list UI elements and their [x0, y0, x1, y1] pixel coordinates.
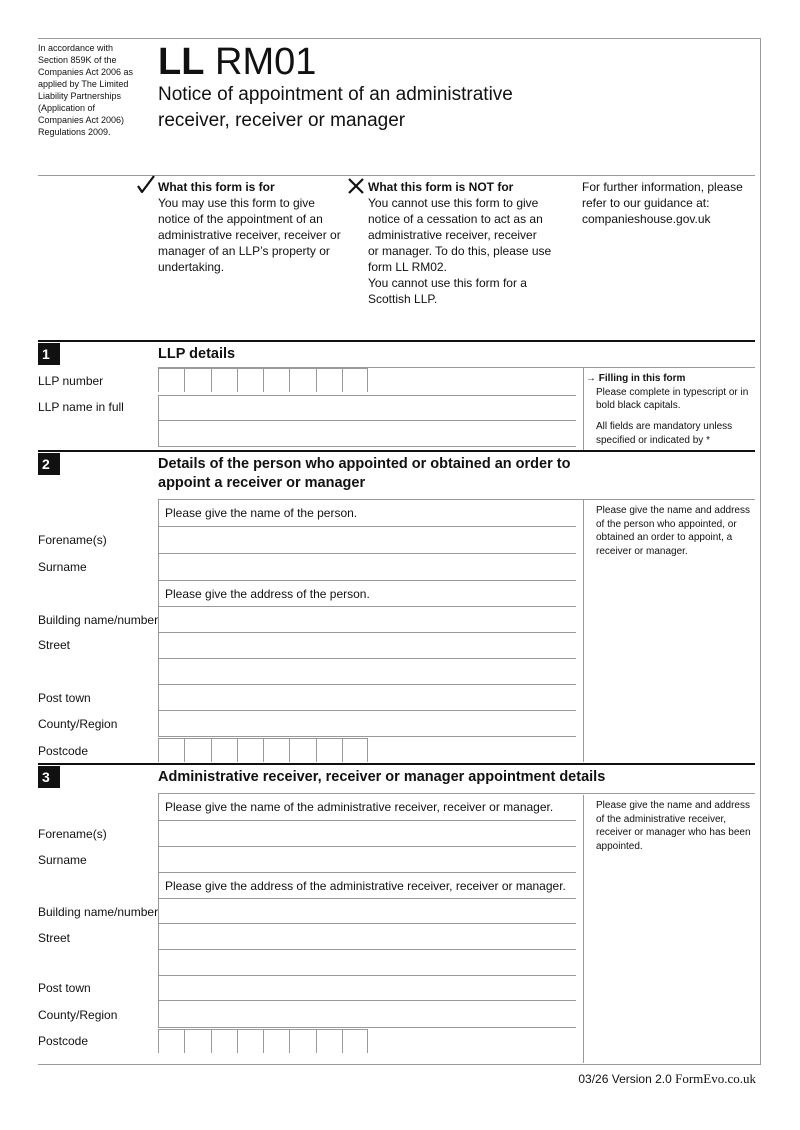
legal-line: Companies Act 2006 as [38, 67, 134, 77]
person-street-field-1[interactable] [158, 633, 576, 659]
building-label: Building name/number [38, 905, 159, 919]
receiver-street-field-2[interactable] [158, 950, 576, 976]
further-information-line: refer to our guidance at: [582, 196, 710, 210]
building-label: Building name/number [38, 613, 159, 627]
tick-icon [136, 174, 156, 194]
filling-guidance [583, 368, 755, 450]
county-label: County/Region [38, 717, 118, 731]
postcode-box[interactable] [316, 1029, 342, 1053]
llp-number-box[interactable] [211, 368, 237, 392]
section-1-title: LLP details [158, 346, 236, 362]
llp-number-box[interactable] [263, 368, 289, 392]
receiver-county-field[interactable] [158, 1001, 576, 1028]
filling-guidance-line: bold black capitals. [596, 400, 681, 412]
receiver-address-instruction: Please give the address of the administrative receiver, receiver or manager. [158, 873, 576, 899]
form-purpose-line: notice of the appointment of an [158, 212, 323, 226]
form-not-purpose-heading: What this form is NOT for [368, 180, 514, 194]
llp-name-field-2[interactable] [158, 421, 576, 447]
form-not-purpose-line: administrative receiver, receiver [368, 228, 537, 242]
section-3-guidance-line: appointed. [596, 841, 643, 853]
section-2-title-line: Details of the person who appointed or obtained an order to [158, 456, 571, 472]
receiver-building-field[interactable] [158, 899, 576, 924]
form-purpose-heading: What this form is for [158, 180, 275, 194]
section-2-guidance-line: of the person who appointed, or [596, 518, 737, 530]
legal-line: Companies Act 2006) [38, 115, 125, 125]
form-purpose-line: manager of an LLP’s property or [158, 244, 330, 258]
legal-line: In accordance with [38, 43, 114, 53]
county-label: County/Region [38, 1008, 118, 1022]
section-3-guidance [583, 795, 755, 1063]
filling-guidance-line: Please complete in typescript or in [596, 386, 749, 398]
page-frame-right [760, 38, 761, 1065]
form-purpose-line: You may use this form to give [158, 196, 315, 210]
receiver-surname-field[interactable] [158, 847, 576, 873]
section-3-guidance-line: receiver or manager who has been [596, 827, 751, 839]
person-forename-field[interactable] [158, 527, 576, 554]
section-2-guidance [583, 500, 755, 762]
form-code [158, 40, 316, 84]
form-title-line: Notice of appointment of an administrative [158, 84, 513, 105]
section-1-rule [38, 340, 755, 342]
postcode-label: Postcode [38, 744, 89, 758]
person-building-field[interactable] [158, 607, 576, 633]
postcode-box[interactable] [184, 738, 210, 762]
section-1-number: 1 [38, 343, 60, 365]
street-label: Street [38, 638, 71, 652]
postcode-box[interactable] [342, 738, 368, 762]
llp-number-label: LLP number [38, 374, 104, 388]
postcode-box[interactable] [342, 1029, 368, 1053]
llp-name-label: LLP name in full [38, 400, 124, 414]
forename-label: Forename(s) [38, 827, 107, 841]
form-not-purpose-line: or manager. To do this, please use [368, 244, 552, 258]
section-2-rule [38, 450, 755, 452]
form-title-line: receiver, receiver or manager [158, 110, 406, 131]
section-2-guidance-line: Please give the name and address [596, 505, 750, 516]
filling-guidance-heading: → Filling in this form [586, 373, 686, 384]
legal-line: applied by The Limited [38, 79, 129, 89]
person-address-instruction: Please give the address of the person. [158, 581, 576, 607]
person-surname-field[interactable] [158, 554, 576, 581]
further-information [582, 179, 757, 227]
receiver-postcode-boxes [158, 1029, 368, 1053]
llp-number-box[interactable] [342, 368, 368, 392]
legal-reference [38, 42, 148, 138]
legal-line: Regulations 2009. [38, 127, 111, 137]
postcode-label: Postcode [38, 1034, 89, 1048]
llp-number-box[interactable] [237, 368, 263, 392]
page-frame-bottom [38, 1064, 761, 1065]
llp-number-box[interactable] [184, 368, 210, 392]
section-2-title [158, 455, 570, 493]
postcode-box[interactable] [158, 1029, 184, 1053]
person-name-instruction: Please give the name of the person. [158, 499, 576, 527]
filling-guidance-line: specified or indicated by * [596, 434, 710, 446]
llp-number-box[interactable] [158, 368, 184, 392]
postcode-box[interactable] [211, 738, 237, 762]
llp-number-box[interactable] [316, 368, 342, 392]
further-information-line: For further information, please [582, 180, 743, 194]
section-2-guidance-line: receiver or manager. [596, 546, 688, 558]
postcode-box[interactable] [237, 1029, 263, 1053]
section-3-rule [38, 763, 755, 765]
forename-label: Forename(s) [38, 533, 107, 547]
person-street-field-2[interactable] [158, 659, 576, 685]
form-purpose-line: administrative receiver, receiver or [158, 228, 341, 242]
receiver-street-field-1[interactable] [158, 924, 576, 950]
postcode-box[interactable] [263, 1029, 289, 1053]
post-town-label: Post town [38, 981, 91, 995]
form-purpose [158, 179, 343, 275]
form-not-purpose-line: form LL RM02. [368, 260, 447, 274]
llp-number-boxes [158, 368, 368, 392]
form-not-purpose-line: Scottish LLP. [368, 292, 438, 306]
postcode-box[interactable] [237, 738, 263, 762]
postcode-box[interactable] [211, 1029, 237, 1053]
form-code-prefix: LL [158, 41, 205, 83]
section-2-title-line: appoint a receiver or manager [158, 475, 366, 491]
form-purpose-line: undertaking. [158, 260, 225, 274]
street-label: Street [38, 931, 71, 945]
person-county-field[interactable] [158, 711, 576, 737]
form-not-purpose-line: You cannot use this form to give [368, 196, 539, 210]
legal-line: Liability Partnerships [38, 91, 122, 101]
person-post-town-field[interactable] [158, 685, 576, 711]
section-3-title: Administrative receiver, receiver or manager appointment details [158, 769, 606, 785]
postcode-box[interactable] [289, 738, 315, 762]
receiver-post-town-field[interactable] [158, 976, 576, 1001]
postcode-box[interactable] [158, 738, 184, 762]
page-frame-top [38, 38, 761, 39]
postcode-box[interactable] [184, 1029, 210, 1053]
person-postcode-boxes [158, 738, 368, 762]
postcode-box[interactable] [289, 1029, 315, 1053]
postcode-box[interactable] [263, 738, 289, 762]
postcode-box[interactable] [316, 738, 342, 762]
guidance-link[interactable]: companieshouse.gov.uk [582, 212, 711, 226]
footer [578, 1071, 756, 1087]
section-2-guidance-line: obtained an order to appoint, a [596, 532, 733, 544]
form-not-purpose [368, 179, 568, 307]
post-town-label: Post town [38, 691, 91, 705]
receiver-name-instruction: Please give the name of the administrative receiver, receiver or manager. [158, 793, 576, 821]
form-code-suffix: RM01 [215, 41, 317, 83]
legal-line: (Application of [38, 103, 96, 113]
filling-guidance-line: All fields are mandatory unless [596, 421, 733, 433]
llp-name-field-1[interactable] [158, 395, 576, 421]
form-not-purpose-line: You cannot use this form for a [368, 276, 527, 290]
section-3-number: 3 [38, 766, 60, 788]
section-3-guidance-line: Please give the name and address [596, 800, 750, 811]
cross-icon [347, 177, 365, 195]
surname-label: Surname [38, 853, 87, 867]
llp-number-box[interactable] [289, 368, 315, 392]
section-2-number: 2 [38, 453, 60, 475]
legal-line: Section 859K of the [38, 55, 117, 65]
brand-label: FormEvo.co.uk [675, 1071, 756, 1086]
form-not-purpose-line: notice of a cessation to act as an [368, 212, 543, 226]
form-title [158, 82, 558, 134]
receiver-forename-field[interactable] [158, 821, 576, 847]
version-label: 03/26 Version 2.0 [578, 1072, 672, 1086]
surname-label: Surname [38, 560, 87, 574]
section-3-guidance-line: of the administrative receiver, [596, 813, 727, 825]
